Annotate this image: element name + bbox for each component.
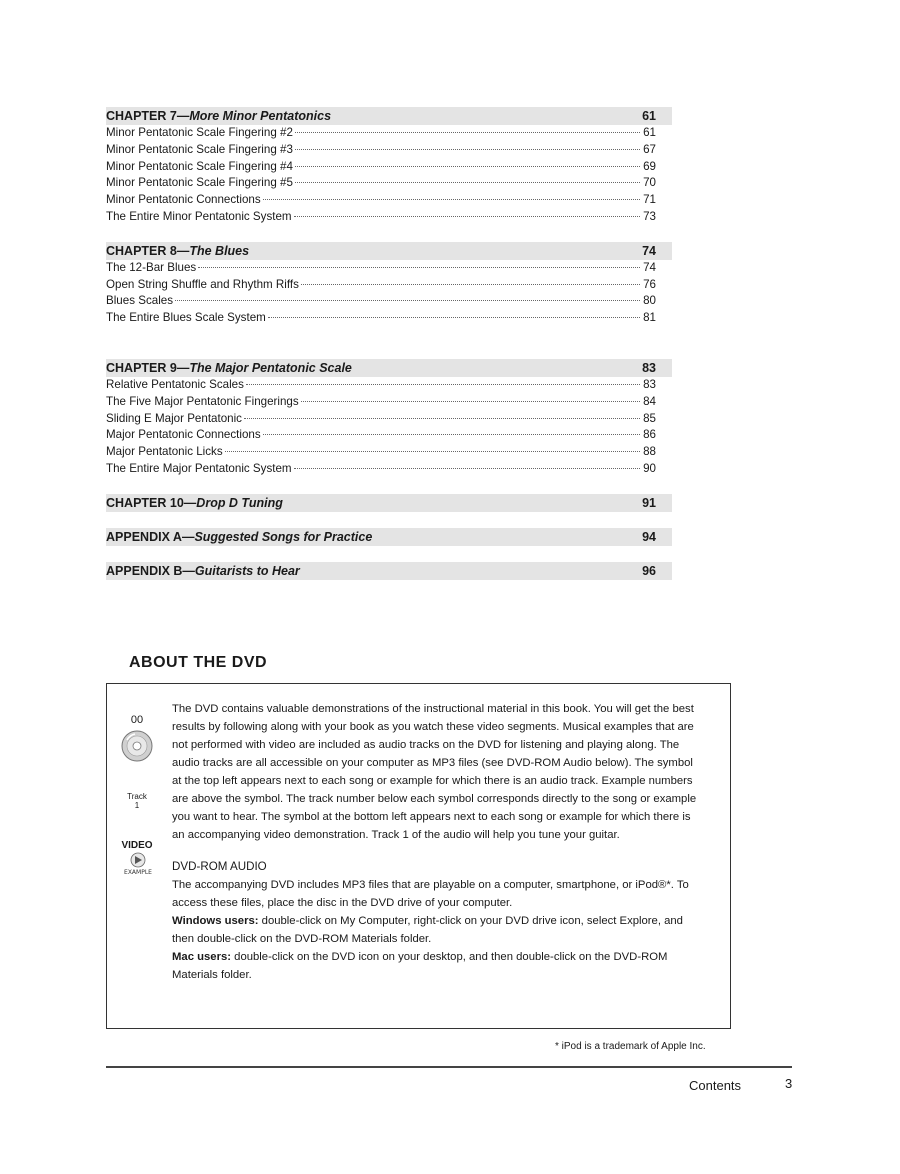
chapter-title: CHAPTER 9—The Major Pentatonic Scale	[106, 360, 352, 375]
toc-entry	[106, 377, 672, 394]
chapter-page: 74	[642, 243, 656, 258]
windows-instructions: Windows users: double-click on My Computer, right-click on your DVD drive icon, select Explore, and then double-click on the DVD-ROM Materials folder.	[172, 915, 683, 945]
dvd-paragraph: The DVD contains valuable demonstrations of the instructional material in this book. You will get the best results by following along with your book as you watch these video segments. Musical examples that are not performed with video are included as audio tracks on the DVD for listening and playing along. The audio tracks are all accessible on your computer as MP3 files (see DVD-ROM Audio below). The symbol at the top left appears next to each song or example for which there is an audio track. Example numbers are above the symbol. The track number below each symbol corresponds directly to the song or example you want to hear. The symbol at the bottom left appears next to each song or example for which there is an accompanying video demonstration. Track 1 of the audio will help you tune your guitar.	[172, 703, 697, 841]
entry-title: Minor Pentatonic Connections	[106, 193, 261, 207]
dot-leader	[263, 434, 640, 435]
entry-page: 81	[643, 311, 656, 325]
dot-leader	[246, 384, 640, 385]
entry-page: 88	[643, 445, 656, 459]
svg-text:EXAMPLE: EXAMPLE	[124, 869, 152, 876]
toc-entry	[106, 310, 672, 327]
dot-leader	[175, 300, 640, 301]
dvd-rom-heading: DVD-ROM AUDIO	[172, 860, 267, 873]
entry-title: The Entire Blues Scale System	[106, 311, 266, 325]
entry-page: 76	[643, 277, 656, 291]
entry-title: Open String Shuffle and Rhythm Riffs	[106, 277, 299, 291]
entry-title: The Five Major Pentatonic Fingerings	[106, 394, 299, 408]
entry-title: Minor Pentatonic Scale Fingering #4	[106, 159, 293, 173]
toc-entry	[106, 461, 672, 478]
entry-page: 67	[643, 142, 656, 156]
toc-entry	[106, 175, 672, 192]
chapter-title: APPENDIX B—Guitarists to Hear	[106, 563, 300, 578]
chapter-page: 91	[642, 495, 656, 510]
dot-leader	[295, 132, 640, 133]
toc-entry	[106, 192, 672, 209]
footer-section-label: Contents	[689, 1078, 742, 1093]
toc-entry	[106, 159, 672, 176]
entry-page: 84	[643, 394, 656, 408]
toc-entry	[106, 293, 672, 310]
toc-chapter	[106, 359, 672, 478]
about-dvd-title: ABOUT THE DVD	[129, 654, 268, 671]
dot-leader	[225, 451, 640, 452]
video-example-icon	[123, 852, 153, 876]
mac-instructions: Mac users: double-click on the DVD icon on your desktop, and then double-click on the DVD-ROM Materials folder.	[172, 951, 668, 981]
entry-title: Major Pentatonic Connections	[106, 428, 261, 442]
dot-leader	[301, 284, 640, 285]
chapter-page: 94	[642, 529, 656, 544]
toc-entry	[106, 444, 672, 461]
toc-chapter-heading	[106, 528, 672, 546]
toc-entry	[106, 260, 672, 277]
chapter-title: CHAPTER 10—Drop D Tuning	[106, 495, 283, 510]
entry-page: 80	[643, 294, 656, 308]
entry-title: Sliding E Major Pentatonic	[106, 411, 242, 425]
entry-title: The Entire Major Pentatonic System	[106, 461, 292, 475]
chapter-title: CHAPTER 8—The Blues	[106, 243, 250, 258]
entry-page: 85	[643, 411, 656, 425]
entry-title: The 12-Bar Blues	[106, 260, 197, 274]
footer-divider	[106, 1066, 792, 1068]
entry-page: 70	[643, 176, 656, 190]
toc-chapter	[106, 107, 672, 226]
dot-leader	[301, 401, 640, 402]
chapter-title: CHAPTER 7—More Minor Pentatonics	[106, 109, 332, 123]
video-label: VIDEO	[121, 840, 153, 851]
toc-entry	[106, 427, 672, 444]
toc-chapter	[106, 528, 672, 546]
toc-chapter	[106, 562, 672, 580]
dot-leader	[268, 317, 640, 318]
trademark-note: * iPod is a trademark of Apple Inc.	[555, 1041, 706, 1052]
dvd-rom-text: The accompanying DVD includes MP3 files that are playable on a computer, smartphone, or iPod®*. To access these files, place the disc in the DVD drive of your computer.	[172, 879, 689, 909]
entry-title: The Entire Minor Pentatonic System	[106, 209, 292, 223]
toc-entry	[106, 209, 672, 226]
toc-entry	[106, 394, 672, 411]
audio-cd-icon	[121, 730, 153, 762]
dvd-description	[172, 700, 700, 984]
entry-page: 61	[643, 126, 656, 139]
toc-chapter	[106, 494, 672, 512]
example-number: 00	[130, 714, 144, 726]
entry-title: Minor Pentatonic Scale Fingering #2	[106, 126, 293, 139]
chapter-title: APPENDIX A—Suggested Songs for Practice	[106, 529, 373, 544]
chapter-page: 83	[642, 360, 656, 375]
entry-page: 83	[643, 377, 656, 391]
dot-leader	[295, 166, 640, 167]
page-number: 3	[785, 1076, 793, 1091]
table-of-contents	[106, 107, 672, 580]
entry-page: 69	[643, 159, 656, 173]
toc-entry	[106, 142, 672, 159]
entry-title: Relative Pentatonic Scales	[106, 377, 244, 391]
entry-title: Blues Scales	[106, 294, 174, 308]
entry-title: Minor Pentatonic Scale Fingering #5	[106, 176, 293, 190]
track-label: Track 1	[127, 792, 147, 810]
about-dvd-box	[106, 683, 731, 1029]
entry-page: 71	[643, 193, 656, 207]
dot-leader	[244, 418, 640, 419]
toc-chapter-heading	[106, 242, 672, 260]
toc-entry	[106, 411, 672, 428]
entry-page: 86	[643, 428, 656, 442]
entry-page: 90	[643, 461, 656, 475]
entry-page: 73	[643, 209, 656, 223]
chapter-page: 96	[642, 563, 656, 578]
dot-leader	[295, 149, 640, 150]
toc-chapter-heading	[106, 107, 672, 125]
dot-leader	[294, 216, 640, 217]
entry-page: 74	[643, 260, 656, 274]
dot-leader	[294, 468, 640, 469]
dot-leader	[198, 267, 640, 268]
toc-entry	[106, 277, 672, 294]
dot-leader	[263, 199, 640, 200]
entry-title: Minor Pentatonic Scale Fingering #3	[106, 142, 293, 156]
toc-chapter-heading	[106, 562, 672, 580]
toc-chapter-heading	[106, 494, 672, 512]
toc-chapter	[106, 242, 672, 327]
chapter-page: 61	[642, 109, 656, 123]
dot-leader	[295, 182, 640, 183]
entry-title: Major Pentatonic Licks	[106, 445, 223, 459]
toc-chapter-heading	[106, 359, 672, 377]
toc-entry	[106, 125, 672, 142]
